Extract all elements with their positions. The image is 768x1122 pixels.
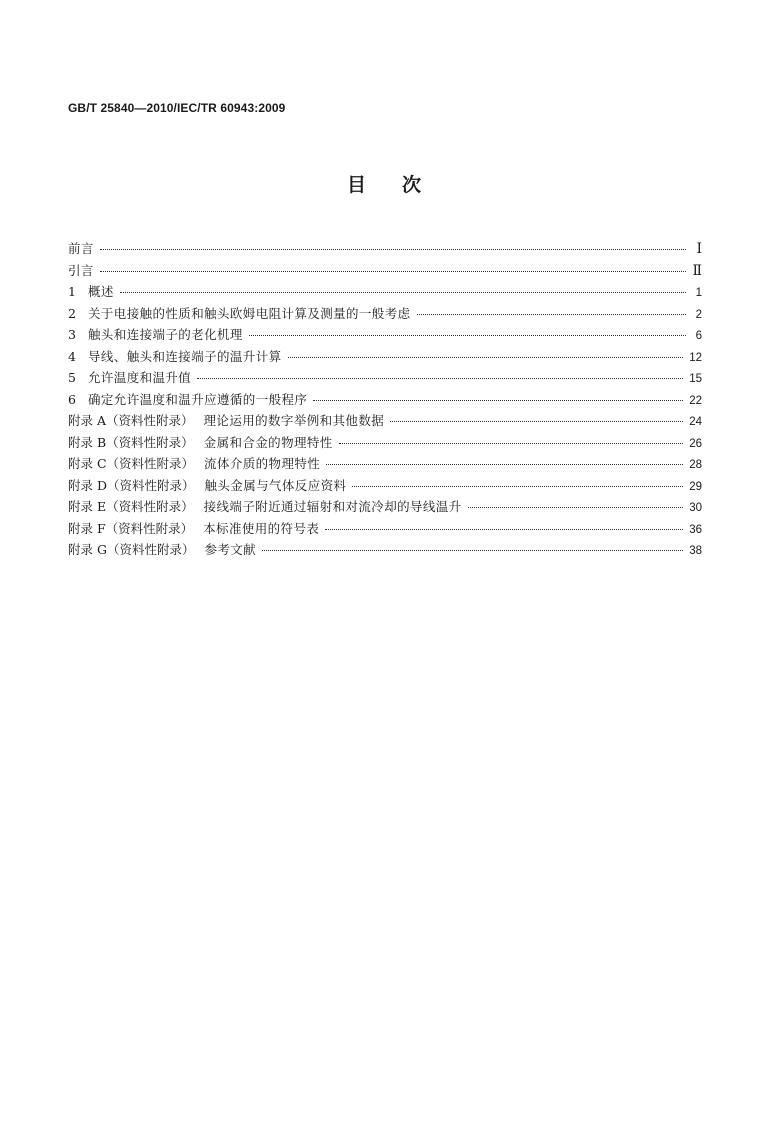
dot-leader [100, 257, 686, 272]
toc-entry-title: 触头金属与气体反应资料 [204, 477, 347, 493]
dot-leader [249, 321, 686, 336]
toc-entry-number: 5 [68, 370, 76, 385]
toc-entry-page: 22 [689, 394, 702, 407]
dot-leader [262, 536, 683, 551]
toc-entry-number: 6 [68, 391, 76, 407]
dot-leader [390, 407, 683, 422]
toc-entry-title: 确定允许温度和温升应遵循的一般程序 [88, 391, 308, 407]
toc-entry-title: 流体介质的物理特性 [204, 456, 321, 471]
toc-entry-page: Ⅰ [696, 241, 702, 257]
toc-appendix-label: 附录 A（资料性附录） [68, 413, 194, 428]
toc-appendix-label: 附录 F（资料性附录） [68, 520, 194, 536]
toc-appendix-label: 附录 D（资料性附录） [68, 477, 195, 493]
toc-entry-title: 理论运用的数字举例和其他数据 [203, 413, 385, 428]
dot-leader [100, 235, 686, 250]
dot-leader [352, 472, 683, 487]
toc-entry-title: 前言 [68, 241, 94, 256]
dot-leader [417, 300, 686, 315]
toc-entry-page: 12 [689, 351, 702, 364]
page-title: 目次 [346, 174, 457, 196]
toc-entry-page: 1 [695, 287, 702, 299]
toc-entry-title: 触头和连接端子的老化机理 [88, 327, 243, 342]
toc-entry-page: 28 [689, 459, 702, 471]
dot-leader [326, 450, 683, 465]
toc-entry-title: 金属和合金的物理特性 [203, 434, 333, 450]
dot-leader [313, 386, 683, 401]
toc-entry-page: 26 [689, 437, 702, 450]
toc-entry-number: 4 [68, 348, 76, 364]
document-code: GB/T 25840—2010/IEC/TR 60943:2009 [68, 101, 286, 115]
toc-entry-title: 导线、触头和连接端子的温升计算 [88, 348, 282, 364]
toc-entry-title: 参考文献 [204, 542, 257, 557]
toc-entry-page: 24 [689, 416, 702, 428]
toc-entry-number: 3 [68, 327, 76, 342]
toc-appendix-label: 附录 E（资料性附录） [68, 499, 194, 514]
toc-entry-page: Ⅱ [692, 262, 702, 279]
dot-leader [339, 429, 684, 444]
toc-entry-page: 29 [689, 480, 702, 493]
toc-appendix-label: 附录 G（资料性附录） [68, 542, 195, 557]
toc-entry-page: 36 [689, 523, 702, 536]
toc-entry-page: 30 [689, 502, 702, 514]
dot-leader [468, 493, 684, 508]
dot-leader [120, 278, 686, 293]
toc-entry-appendix-g[interactable] [68, 539, 702, 561]
table-of-contents [68, 238, 702, 561]
toc-appendix-label: 附录 C（资料性附录） [68, 456, 195, 471]
toc-appendix-label: 附录 B（资料性附录） [68, 434, 194, 450]
toc-entry-title: 本标准使用的符号表 [203, 520, 320, 536]
toc-entry-title: 关于电接触的性质和触头欧姆电阻计算及测量的一般考虑 [88, 305, 411, 321]
toc-entry-title: 允许温度和温升值 [88, 370, 192, 385]
toc-entry-title: 引言 [68, 262, 94, 278]
toc-entry-number: 2 [68, 305, 76, 321]
toc-entry-page: 38 [689, 545, 702, 557]
dot-leader [197, 364, 683, 379]
toc-entry-title: 接线端子附近通过辐射和对流冷却的导线温升 [203, 499, 462, 514]
toc-entry-page: 2 [695, 308, 702, 321]
toc-entry-number: 1 [68, 284, 76, 299]
dot-leader [288, 343, 684, 358]
dot-leader [325, 515, 683, 530]
toc-entry-page: 6 [695, 330, 702, 342]
toc-entry-title: 概述 [88, 284, 114, 299]
toc-entry-page: 15 [689, 373, 702, 385]
